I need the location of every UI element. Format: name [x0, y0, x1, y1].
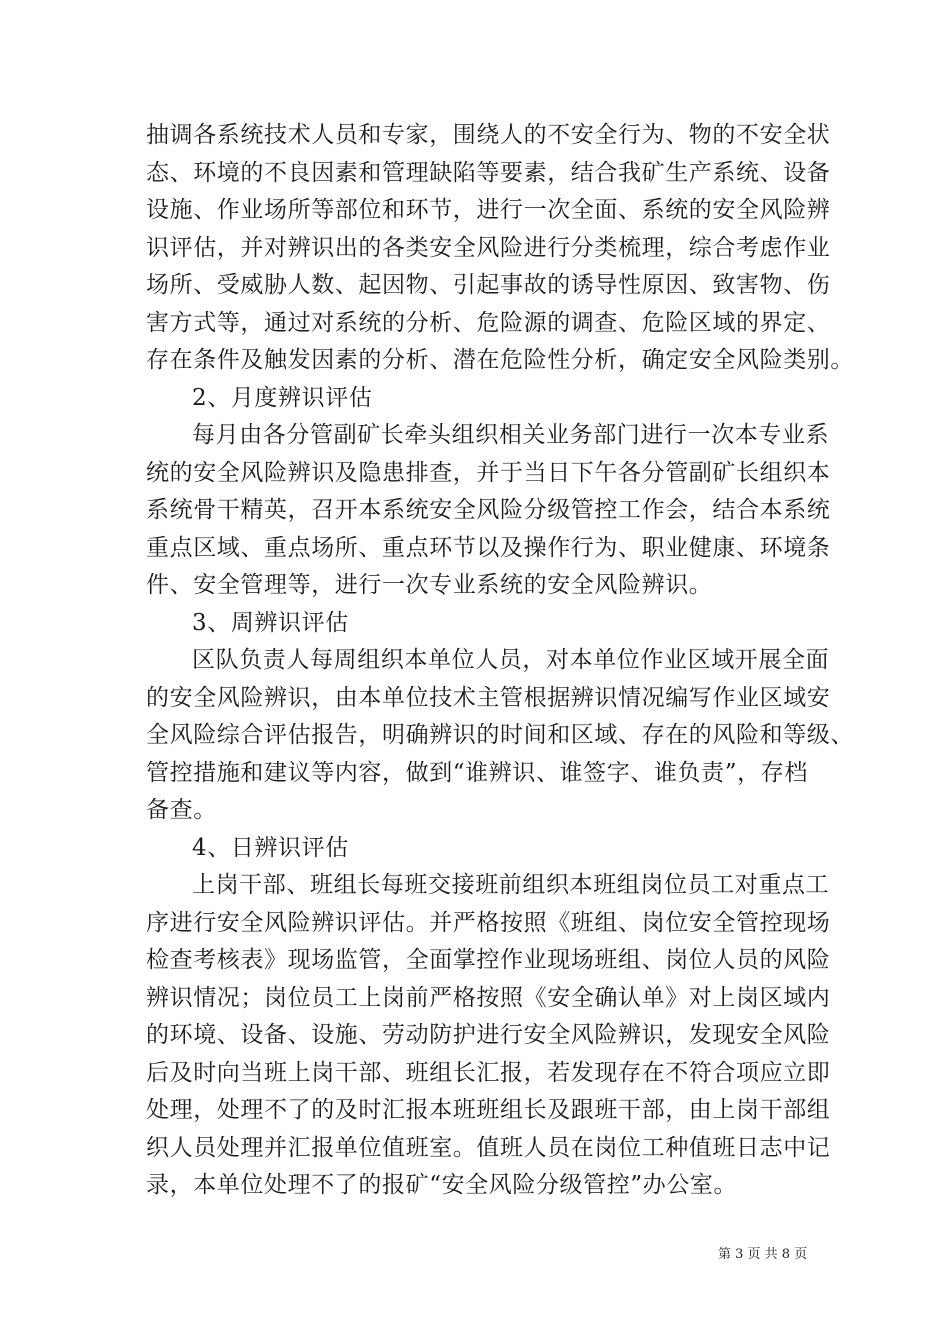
text-line: 态、环境的不良因素和管理缺陷等要素，结合我矿生产系统、设备	[146, 159, 831, 186]
document-body	[146, 117, 854, 1205]
text-line: 件、安全管理等，进行一次专业系统的安全风险辨识。	[146, 572, 713, 598]
text-line: 区队负责人每周组织本单位人员，对本单位作业区域开展全面	[192, 647, 830, 673]
text-line: 统的安全风险辨识及隐患排查，并于当日下午各分管副矿长组织本	[146, 459, 831, 486]
text-line: 的安全风险辨识，由本单位技术主管根据辨识情况编写作业区域安	[146, 684, 831, 711]
text-line: 存在条件及触发因素的分析、潜在危险性分析，确定安全风险类别。	[146, 347, 854, 373]
text-line: 备查。	[146, 797, 217, 823]
text-line: 织人员处理并汇报单位值班室。值班人员在岗位工种值班日志中记	[146, 1134, 831, 1161]
text-line: 害方式等，通过对系统的分析、危险源的调查、危险区域的界定、	[146, 309, 831, 336]
text-line: 序进行安全风险辨识评估。并严格按照《班组、岗位安全管控现场	[146, 909, 831, 936]
text-line: 设施、作业场所等部位和环节，进行一次全面、系统的安全风险辨	[146, 197, 831, 223]
text-line: 检查考核表》现场监管，全面掌控作业现场班组、岗位人员的风险	[146, 947, 831, 973]
text-line: 处理，处理不了的及时汇报本班班组长及跟班干部，由上岗干部组	[146, 1097, 831, 1123]
text-line: 后及时向当班上岗干部、班组长汇报，若发现存在不符合项应立即	[146, 1059, 831, 1086]
text-line: 管控措施和建议等内容，做到“谁辨识、谁签字、谁负责”，存档	[146, 759, 808, 786]
text-line: 重点区域、重点场所、重点环节以及操作行为、职业健康、环境条	[146, 534, 831, 561]
text-line: 2、月度辨识评估	[192, 384, 373, 411]
page-number: 第 3 页 共 8 页	[718, 1247, 808, 1262]
text-line: 的环境、设备、设施、劳动防护进行安全风险辨识，发现安全风险	[146, 1022, 831, 1048]
text-line: 抽调各系统技术人员和专家，围绕人的不安全行为、物的不安全状	[146, 122, 831, 148]
text-line: 3、周辨识评估	[192, 609, 349, 636]
text-line: 系统骨干精英，召开本系统安全风险分级管控工作会，结合本系统	[146, 497, 831, 523]
text-line: 4、日辨识评估	[192, 834, 349, 861]
text-line: 辨识情况；岗位员工上岗前严格按照《安全确认单》对上岗区域内	[146, 984, 831, 1011]
text-line: 全风险综合评估报告，明确辨识的时间和区域、存在的风险和等级、	[146, 722, 854, 748]
text-line: 录，本单位处理不了的报矿“安全风险分级管控”办公室。	[146, 1172, 738, 1198]
text-line: 每月由各分管副矿长牵头组织相关业务部门进行一次本专业系	[192, 422, 830, 448]
text-line: 上岗干部、班组长每班交接班前组织本班组岗位员工对重点工	[192, 872, 830, 898]
text-line: 场所、受威胁人数、起因物、引起事故的诱导性原因、致害物、伤	[146, 272, 831, 298]
text-line: 识评估，并对辨识出的各类安全风险进行分类梳理，综合考虑作业	[146, 234, 831, 261]
